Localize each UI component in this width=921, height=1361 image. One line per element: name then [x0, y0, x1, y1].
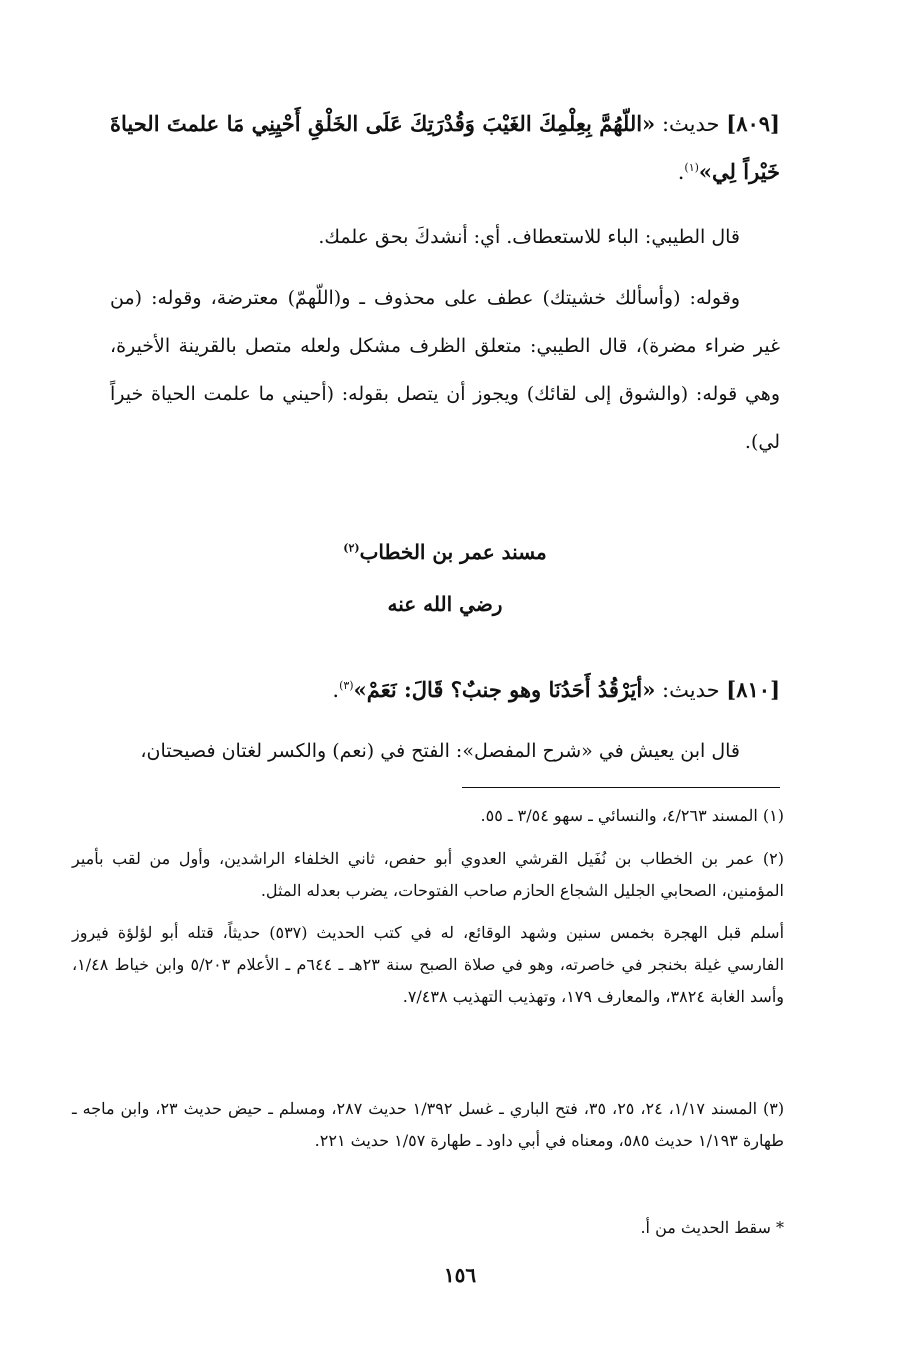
hadith-end: .: [677, 160, 685, 184]
footnote-2b: أسلم قبل الهجرة بخمس سنين وشهد الوقائع، له في كتب الحديث (٥٣٧) حديثاً، قتله أبو لؤلؤة فيروز الفارسي غيلة بخنجر في خاصرته، وهو في صلاة الصبح سنة ٢٣هـ ـ ٦٤٤م ـ الأعلام ٥/٢٠٣ وابن خياط ١/٤٨، وأسد الغابة ٣٨٢٤، والمعارف ١٧٩، وتهذيب التهذيب ٧/٤٣٨.: [72, 923, 785, 1006]
commentary-ibn-yaish: قال ابن يعيش في «شرح المفصل»: الفتح في (نعم) والكسر لغتان فصيحتان،: [140, 740, 740, 762]
hadith-809: [110, 100, 780, 196]
hadith-number: [٨٠٩]: [726, 111, 780, 136]
hadith-text: «اللّهُمَّ بِعِلْمِكَ الغَيْبَ وَقُدْرَتِكَ عَلَى الخَلْقِ أَحْيِنِي مَا علمتَ الحياةَ خَيْراً لِي»: [110, 111, 780, 184]
hadith-end: .: [332, 678, 340, 702]
footnote-ref-1: (١): [684, 161, 699, 174]
footnote-1: (١) المسند ٤/٢٦٣، والنسائي ـ سهو ٣/٥٤ ـ ٥٥.: [480, 806, 784, 825]
commentary-qawluhu: وقوله: (وأسألك خشيتك) عطف على محذوف ـ و(اللّهمّ) معترضة، وقوله: (من غير ضراء مضرة)، قال الطيبي: متعلق الظرف مشكل ولعله متصل بالقرينة الأخيرة، وهي قوله: (والشوق إلى لقائك) ويجوز أن يتصل بقوله: (أحيني ما علمت الحياة خيراً لي).: [110, 287, 780, 453]
hadith-810: [110, 666, 780, 714]
section-title-line1: مسند عمر بن الخطاب: [359, 540, 547, 564]
hadith-text: «أيَرْقُدُ أَحَدُنَا وهو جنبٌ؟ قَالَ: نَعَمْ»: [353, 677, 656, 702]
commentary-tibi: قال الطيبي: الباء للاستعطاف. أي: أنشدكَ بحق علمك.: [318, 226, 740, 248]
footnote-3: (٣) المسند ١/١٧، ٢٤، ٢٥، ٣٥، فتح الباري ـ غسل ١/٣٩٢ حديث ٢٨٧، ومسلم ـ حيض حديث ٢٣، وابن ماجه ـ طهارة ١/١٩٣ حديث ٥٨٥، ومعناه في أبي داود ـ طهارة ١/٥٧ حديث ٢٢١.: [72, 1099, 785, 1150]
section-subtitle: رضي الله عنه: [387, 592, 503, 616]
page-number: ١٥٦: [443, 1263, 477, 1287]
footnote-ref-2: (٢): [343, 541, 360, 555]
hadith-label: حديث:: [662, 678, 720, 702]
hadith-number: [٨١٠]: [726, 677, 780, 702]
footnote-star: * سقط الحديث من أ.: [640, 1218, 784, 1237]
section-title: [110, 530, 780, 574]
footnote-ref-3: (٣): [339, 679, 354, 692]
hadith-label: حديث:: [661, 112, 720, 136]
footnote-2a: (٢) عمر بن الخطاب بن نُفَيل القرشي العدوي أبو حفص، ثاني الخلفاء الراشدين، وأول من لقب بأمير المؤمنين، الصحابي الجليل الشجاع الحازم صاحب الفتوحات، يضرب بعدله المثل.: [72, 849, 784, 900]
footnote-divider: [462, 787, 780, 788]
